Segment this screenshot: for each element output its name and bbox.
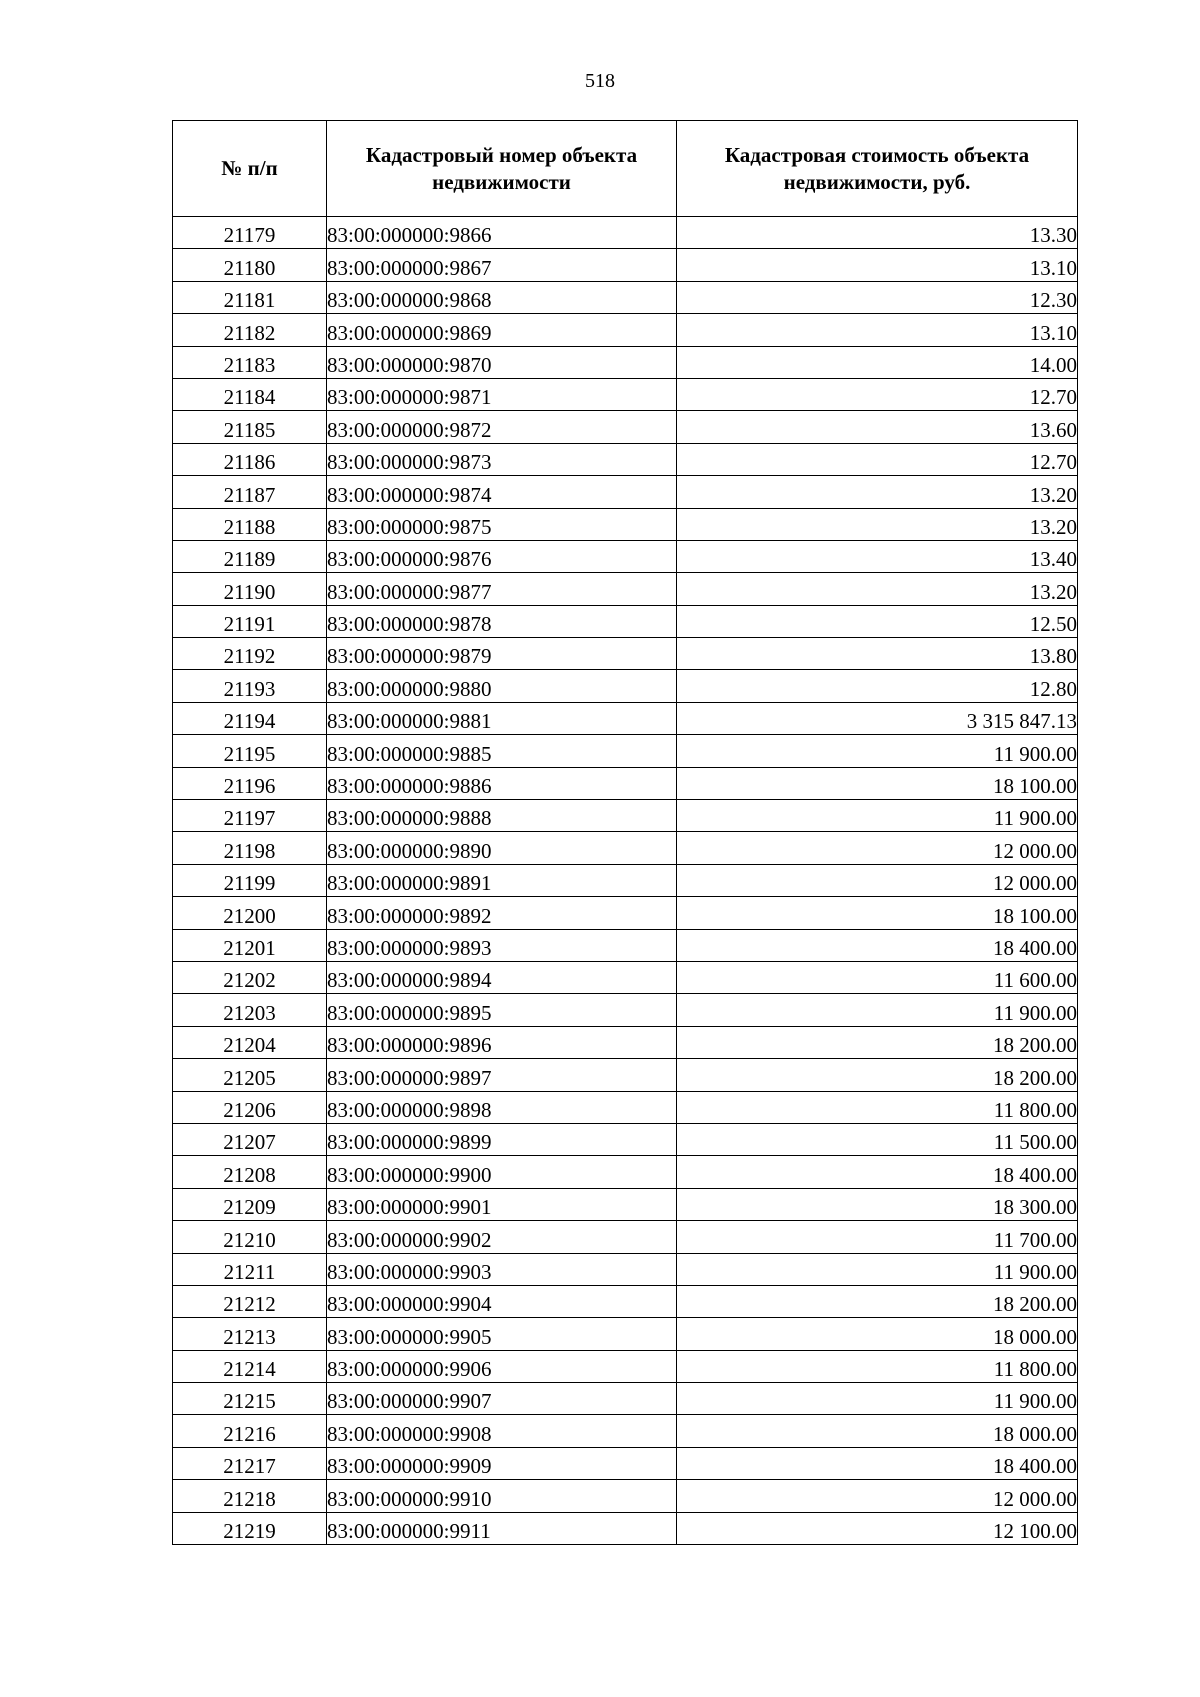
row-number-cell: 21212 (173, 1285, 327, 1317)
row-number-cell: 21216 (173, 1415, 327, 1447)
row-number-cell: 21181 (173, 281, 327, 313)
table-row (173, 217, 1078, 249)
row-number-cell: 21209 (173, 1188, 327, 1220)
cadastral-number-cell: 83:00:000000:9875 (327, 508, 677, 540)
table-row (173, 1026, 1078, 1058)
cadastral-number-cell: 83:00:000000:9879 (327, 638, 677, 670)
cadastral-value-cell: 18 400.00 (677, 1447, 1078, 1479)
row-number-cell: 21199 (173, 864, 327, 896)
cadastral-number-cell: 83:00:000000:9868 (327, 281, 677, 313)
cadastral-number-cell: 83:00:000000:9866 (327, 217, 677, 249)
cadastral-value-cell: 11 600.00 (677, 961, 1078, 993)
cadastral-value-cell: 11 800.00 (677, 1350, 1078, 1382)
cadastral-value-cell: 13.60 (677, 411, 1078, 443)
table-row (173, 832, 1078, 864)
row-number-cell: 21186 (173, 443, 327, 475)
row-number-cell: 21196 (173, 767, 327, 799)
cadastral-number-cell: 83:00:000000:9877 (327, 573, 677, 605)
row-number-cell: 21206 (173, 1091, 327, 1123)
cadastral-value-cell: 12.80 (677, 670, 1078, 702)
cadastral-number-cell: 83:00:000000:9885 (327, 735, 677, 767)
cadastral-number-cell: 83:00:000000:9894 (327, 961, 677, 993)
cadastral-value-cell: 18 200.00 (677, 1285, 1078, 1317)
row-number-cell: 21183 (173, 346, 327, 378)
table-row (173, 994, 1078, 1026)
cadastral-value-cell: 12 000.00 (677, 864, 1078, 896)
row-number-cell: 21182 (173, 314, 327, 346)
row-number-cell: 21193 (173, 670, 327, 702)
cadastral-value-cell: 11 900.00 (677, 735, 1078, 767)
row-number-cell: 21205 (173, 1059, 327, 1091)
row-number-cell: 21179 (173, 217, 327, 249)
cadastral-value-cell: 12 000.00 (677, 832, 1078, 864)
cadastral-number-cell: 83:00:000000:9881 (327, 702, 677, 734)
cadastral-value-cell: 13.40 (677, 540, 1078, 572)
table-row (173, 1480, 1078, 1512)
cadastral-value-cell: 13.20 (677, 508, 1078, 540)
row-number-cell: 21180 (173, 249, 327, 281)
table-row (173, 1253, 1078, 1285)
cadastral-value-cell: 11 900.00 (677, 994, 1078, 1026)
table-row (173, 314, 1078, 346)
cadastral-number-cell: 83:00:000000:9880 (327, 670, 677, 702)
table-row (173, 897, 1078, 929)
row-number-cell: 21200 (173, 897, 327, 929)
table-row (173, 1350, 1078, 1382)
table-row (173, 864, 1078, 896)
cadastral-value-cell: 12 000.00 (677, 1480, 1078, 1512)
cadastral-value-cell: 12.70 (677, 443, 1078, 475)
table-row (173, 411, 1078, 443)
row-number-cell: 21188 (173, 508, 327, 540)
cadastral-value-cell: 11 900.00 (677, 800, 1078, 832)
cadastral-value-cell: 18 200.00 (677, 1059, 1078, 1091)
cadastral-value-cell: 11 900.00 (677, 1383, 1078, 1415)
row-number-cell: 21215 (173, 1383, 327, 1415)
table-row (173, 1415, 1078, 1447)
cadastral-number-cell: 83:00:000000:9871 (327, 378, 677, 410)
table-row (173, 1091, 1078, 1123)
cadastral-number-cell: 83:00:000000:9907 (327, 1383, 677, 1415)
table-row (173, 1059, 1078, 1091)
cadastral-number-cell: 83:00:000000:9899 (327, 1123, 677, 1155)
table-row (173, 605, 1078, 637)
table-row (173, 378, 1078, 410)
cadastral-value-cell: 18 300.00 (677, 1188, 1078, 1220)
cadastral-number-cell: 83:00:000000:9900 (327, 1156, 677, 1188)
cadastral-value-cell: 11 800.00 (677, 1091, 1078, 1123)
row-number-cell: 21210 (173, 1221, 327, 1253)
cadastral-value-cell: 18 200.00 (677, 1026, 1078, 1058)
cadastral-value-table (172, 120, 1078, 1545)
row-number-cell: 21201 (173, 929, 327, 961)
table-row (173, 800, 1078, 832)
row-number-cell: 21190 (173, 573, 327, 605)
cadastral-number-cell: 83:00:000000:9909 (327, 1447, 677, 1479)
cadastral-value-cell: 18 100.00 (677, 897, 1078, 929)
header-row-number: № п/п (173, 121, 327, 217)
cadastral-value-cell: 18 000.00 (677, 1415, 1078, 1447)
cadastral-value-cell: 12.70 (677, 378, 1078, 410)
table-row (173, 249, 1078, 281)
table-row (173, 476, 1078, 508)
cadastral-number-cell: 83:00:000000:9904 (327, 1285, 677, 1317)
cadastral-number-cell: 83:00:000000:9896 (327, 1026, 677, 1058)
cadastral-number-cell: 83:00:000000:9869 (327, 314, 677, 346)
table-row (173, 281, 1078, 313)
table-row (173, 1447, 1078, 1479)
table-row (173, 735, 1078, 767)
row-number-cell: 21185 (173, 411, 327, 443)
cadastral-number-cell: 83:00:000000:9910 (327, 1480, 677, 1512)
row-number-cell: 21192 (173, 638, 327, 670)
cadastral-number-cell: 83:00:000000:9902 (327, 1221, 677, 1253)
table-row (173, 961, 1078, 993)
table-row (173, 1188, 1078, 1220)
table-row (173, 1156, 1078, 1188)
table-row (173, 638, 1078, 670)
cadastral-number-cell: 83:00:000000:9886 (327, 767, 677, 799)
table-row (173, 540, 1078, 572)
cadastral-value-cell: 13.10 (677, 314, 1078, 346)
cadastral-value-cell: 13.20 (677, 476, 1078, 508)
cadastral-number-cell: 83:00:000000:9891 (327, 864, 677, 896)
table-row (173, 508, 1078, 540)
cadastral-number-cell: 83:00:000000:9876 (327, 540, 677, 572)
table-row (173, 767, 1078, 799)
table-row (173, 443, 1078, 475)
page-number: 518 (585, 70, 615, 92)
cadastral-number-cell: 83:00:000000:9901 (327, 1188, 677, 1220)
row-number-cell: 21184 (173, 378, 327, 410)
row-number-cell: 21198 (173, 832, 327, 864)
cadastral-value-cell: 13.10 (677, 249, 1078, 281)
cadastral-value-cell: 14.00 (677, 346, 1078, 378)
table-row (173, 1318, 1078, 1350)
header-cadastral-value: Кадастровая стоимость объекта недвижимости, руб. (677, 121, 1078, 217)
cadastral-number-cell: 83:00:000000:9908 (327, 1415, 677, 1447)
table-body (173, 217, 1078, 1545)
cadastral-value-cell: 13.30 (677, 217, 1078, 249)
table-row (173, 1285, 1078, 1317)
row-number-cell: 21217 (173, 1447, 327, 1479)
row-number-cell: 21197 (173, 800, 327, 832)
cadastral-number-cell: 83:00:000000:9872 (327, 411, 677, 443)
cadastral-number-cell: 83:00:000000:9870 (327, 346, 677, 378)
table-row (173, 1221, 1078, 1253)
cadastral-number-cell: 83:00:000000:9897 (327, 1059, 677, 1091)
cadastral-number-cell: 83:00:000000:9903 (327, 1253, 677, 1285)
row-number-cell: 21202 (173, 961, 327, 993)
cadastral-number-cell: 83:00:000000:9893 (327, 929, 677, 961)
row-number-cell: 21208 (173, 1156, 327, 1188)
row-number-cell: 21207 (173, 1123, 327, 1155)
table-row (173, 1123, 1078, 1155)
header-cadastral-number: Кадастровый номер объекта недвижимости (327, 121, 677, 217)
row-number-cell: 21213 (173, 1318, 327, 1350)
table-row (173, 670, 1078, 702)
cadastral-value-cell: 18 000.00 (677, 1318, 1078, 1350)
cadastral-value-cell: 18 400.00 (677, 1156, 1078, 1188)
cadastral-value-cell: 11 900.00 (677, 1253, 1078, 1285)
cadastral-number-cell: 83:00:000000:9898 (327, 1091, 677, 1123)
table-row (173, 1383, 1078, 1415)
cadastral-value-cell: 11 700.00 (677, 1221, 1078, 1253)
row-number-cell: 21203 (173, 994, 327, 1026)
cadastral-number-cell: 83:00:000000:9878 (327, 605, 677, 637)
cadastral-number-cell: 83:00:000000:9873 (327, 443, 677, 475)
table-header-row (173, 121, 1078, 217)
cadastral-number-cell: 83:00:000000:9911 (327, 1512, 677, 1544)
cadastral-value-cell: 18 400.00 (677, 929, 1078, 961)
cadastral-value-cell: 3 315 847.13 (677, 702, 1078, 734)
row-number-cell: 21211 (173, 1253, 327, 1285)
row-number-cell: 21214 (173, 1350, 327, 1382)
cadastral-number-cell: 83:00:000000:9867 (327, 249, 677, 281)
cadastral-number-cell: 83:00:000000:9890 (327, 832, 677, 864)
cadastral-number-cell: 83:00:000000:9874 (327, 476, 677, 508)
cadastral-value-cell: 18 100.00 (677, 767, 1078, 799)
row-number-cell: 21194 (173, 702, 327, 734)
cadastral-value-cell: 12 100.00 (677, 1512, 1078, 1544)
cadastral-value-cell: 13.20 (677, 573, 1078, 605)
cadastral-number-cell: 83:00:000000:9888 (327, 800, 677, 832)
row-number-cell: 21189 (173, 540, 327, 572)
table-row (173, 573, 1078, 605)
table-row (173, 1512, 1078, 1544)
row-number-cell: 21191 (173, 605, 327, 637)
cadastral-value-cell: 12.30 (677, 281, 1078, 313)
table-row (173, 702, 1078, 734)
cadastral-number-cell: 83:00:000000:9906 (327, 1350, 677, 1382)
row-number-cell: 21187 (173, 476, 327, 508)
row-number-cell: 21195 (173, 735, 327, 767)
row-number-cell: 21204 (173, 1026, 327, 1058)
table-row (173, 929, 1078, 961)
cadastral-value-cell: 12.50 (677, 605, 1078, 637)
row-number-cell: 21218 (173, 1480, 327, 1512)
cadastral-number-cell: 83:00:000000:9905 (327, 1318, 677, 1350)
cadastral-number-cell: 83:00:000000:9895 (327, 994, 677, 1026)
cadastral-value-cell: 13.80 (677, 638, 1078, 670)
cadastral-number-cell: 83:00:000000:9892 (327, 897, 677, 929)
table-row (173, 346, 1078, 378)
cadastral-value-cell: 11 500.00 (677, 1123, 1078, 1155)
row-number-cell: 21219 (173, 1512, 327, 1544)
